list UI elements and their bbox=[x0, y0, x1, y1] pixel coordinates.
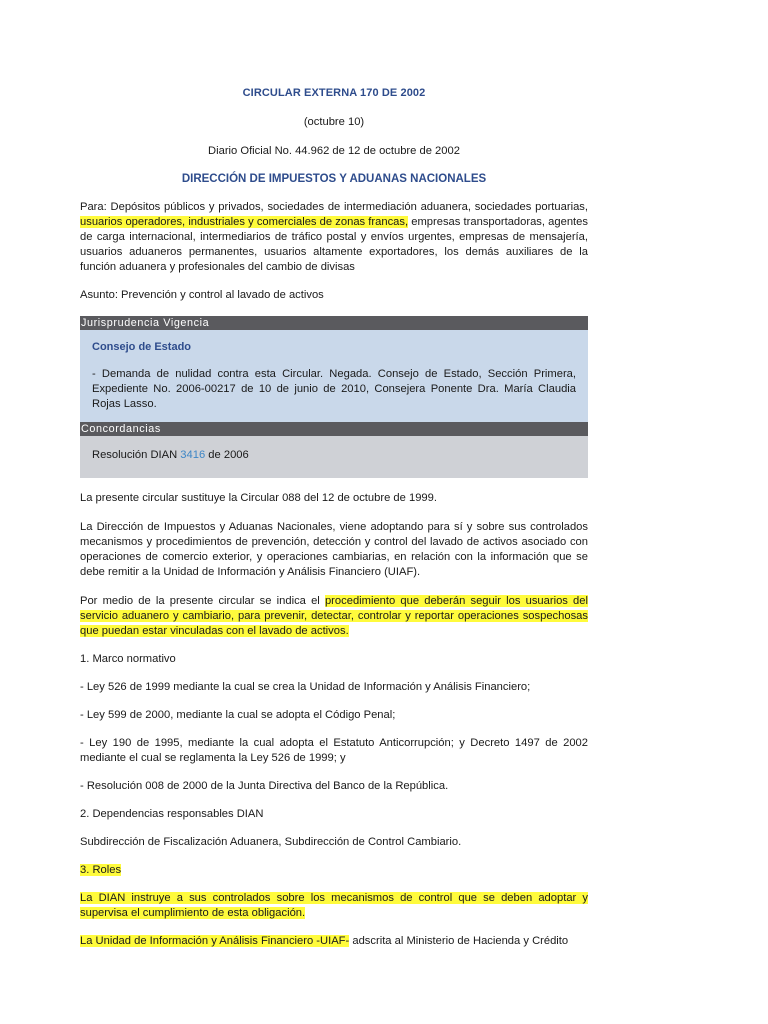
section-1-heading: 1. Marco normativo bbox=[80, 653, 176, 665]
body-paragraph-3 bbox=[80, 594, 588, 639]
issuing-entity: DIRECCIÓN DE IMPUESTOS Y ADUANAS NACIONALES bbox=[181, 173, 487, 185]
asunto-line: Asunto: Prevención y control al lavado de activos bbox=[80, 289, 324, 301]
body-paragraph-1: La presente circular sustituye la Circular 088 del 12 de octubre de 1999. bbox=[80, 492, 437, 504]
document-date: (octubre 10) bbox=[303, 116, 365, 128]
para-text-end: empresas transportadoras, agentes de carga internacional, intermediarios de tráfico postal y envíos urgentes, empresas de mensajería, usuarios aduaneros permanentes, usuarios altamente exportadores, los demás auxiliares de la función aduanera y profesionales del cambio de divisas bbox=[80, 216, 588, 273]
roles-highlight: 3. Roles bbox=[80, 864, 122, 876]
uiaf-highlight: La Unidad de Información y Análisis Financiero -UIAF- bbox=[80, 935, 350, 947]
resolucion-008-item: - Resolución 008 de 2000 de la Junta Directiva del Banco de la República. bbox=[80, 780, 449, 792]
section-2-heading: 2. Dependencias responsables DIAN bbox=[80, 808, 264, 820]
diario-oficial: Diario Oficial No. 44.962 de 12 de octubre de 2002 bbox=[208, 145, 460, 157]
ley-526-item: - Ley 526 de 1999 mediante la cual se crea la Unidad de Información y Análisis Financiero; bbox=[80, 681, 531, 693]
paragraph-3-highlight: procedimiento que deberán seguir los usuarios del servicio aduanero y cambiario, para prevenir, detectar, controlar y reportar operaciones sospechosas que puedan estar vinculadas con el lavado de activos. bbox=[80, 595, 588, 637]
jurisprudencia-section bbox=[80, 316, 588, 422]
document-content bbox=[80, 86, 588, 949]
dependencias-text: Subdirección de Fiscalización Aduanera, Subdirección de Control Cambiario. bbox=[80, 836, 462, 848]
jurisprudencia-text: - Demanda de nulidad contra esta Circular. Negada. Consejo de Estado, Sección Primera, Expediente No. 2006-00217 de 10 de junio de 2010, Consejera Ponente Dra. María Claudia Rojas Lasso. bbox=[92, 368, 576, 410]
uiaf-rest: adscrita al Ministerio de Hacienda y Crédito bbox=[349, 935, 569, 947]
concordancias-text bbox=[92, 448, 576, 463]
concordancias-suffix: de 2006 bbox=[205, 449, 249, 461]
roles-dian-paragraph bbox=[80, 891, 588, 921]
paragraph-3-start: Por medio de la presente circular se indica el bbox=[80, 595, 325, 607]
document-title: CIRCULAR EXTERNA 170 DE 2002 bbox=[242, 87, 426, 99]
concordancias-prefix: Resolución DIAN bbox=[92, 449, 181, 461]
roles-uiaf-paragraph bbox=[80, 934, 588, 949]
jurisprudencia-box bbox=[80, 330, 588, 422]
para-highlight: usuarios operadores, industriales y comerciales de zonas francas, bbox=[80, 216, 409, 228]
resolucion-link[interactable]: 3416 bbox=[180, 449, 206, 461]
jurisprudencia-heading: Consejo de Estado bbox=[92, 341, 192, 353]
para-text-start: Para: Depósitos públicos y privados, sociedades de intermediación aduanera, sociedades portuarias, bbox=[80, 201, 588, 213]
concordancias-bar: Concordancias bbox=[80, 422, 588, 436]
concordancias-box bbox=[80, 436, 588, 478]
roles-dian-highlight: La DIAN instruye a sus controlados sobre los mecanismos de control que se deben adoptar y supervisa el cumplimiento de esta obligación. bbox=[80, 892, 588, 919]
body-paragraph-2: La Dirección de Impuestos y Aduanas Nacionales, viene adoptando para sí y sobre sus controlados mecanismos y procedimientos de prevención, detección y control del lavado de activos asociado con operaciones de comercio exterior, y operaciones cambiarias, en relación con la información que se debe remitir a la Unidad de Información y Análisis Financiero (UIAF). bbox=[80, 521, 588, 578]
para-paragraph bbox=[80, 200, 588, 275]
concordancias-section bbox=[80, 422, 588, 478]
section-3-heading bbox=[80, 863, 588, 878]
jurisprudencia-bar: Jurisprudencia Vigencia bbox=[80, 316, 588, 330]
ley-190-item: - Ley 190 de 1995, mediante la cual adopta el Estatuto Anticorrupción; y Decreto 1497 de 2002 mediante el cual se reglamenta la Ley 526 de 1999; y bbox=[80, 737, 588, 764]
ley-599-item: - Ley 599 de 2000, mediante la cual se adopta el Código Penal; bbox=[80, 709, 396, 721]
